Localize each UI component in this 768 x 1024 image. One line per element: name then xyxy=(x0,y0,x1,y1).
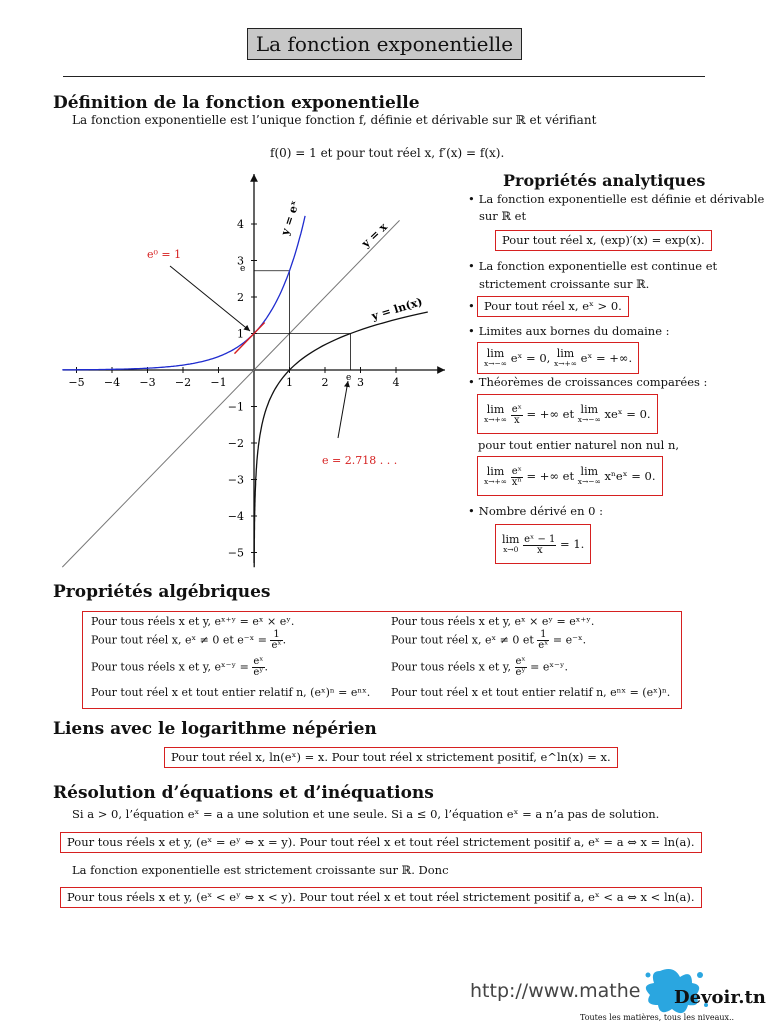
x-tick-label: 2 xyxy=(321,376,329,389)
ln-curve-label: y = ln(x) xyxy=(370,295,425,323)
x-tick-label: 3 xyxy=(357,376,364,389)
alg-left-2: Pour tout réel x, eˣ ≠ 0 et e⁻ˣ = $\frac{1}{\text{eˣ}}$ . xyxy=(91,629,287,651)
exp-curve xyxy=(62,216,305,370)
page-title: La fonction exponentielle xyxy=(247,28,522,60)
footer-url[interactable]: http://www.mathe xyxy=(470,980,641,1002)
analytic-p1-box: Pour tout réel x, (exp)′(x) = exp(x). xyxy=(495,230,712,251)
definition-text: La fonction exponentielle est l’unique fonction f, définie et dérivable sur ℝ et vérifiant xyxy=(72,113,597,127)
analytic-heading: Propriétés analytiques xyxy=(503,171,706,190)
e-x-label: e xyxy=(346,373,352,383)
log-heading: Liens avec le logarithme népérien xyxy=(53,719,377,739)
x-tick-label: 1 xyxy=(286,376,293,389)
lim-plus-inf: lim x→+∞ xyxy=(553,347,578,368)
x-tick-label: −5 xyxy=(68,376,85,389)
analytic-p5-text: Théorèmes de croissances comparées : xyxy=(478,375,708,389)
alg-right-1: Pour tous réels x et y, eˣ × eʸ = eˣ⁺ʸ. xyxy=(391,615,595,628)
y-tick-label: −5 xyxy=(227,546,244,560)
analytic-p6-box: lim x→+∞ $\frac{\text{eˣ}}{\text{xⁿ}}$ = +∞ et lim x→−∞ xⁿeˣ = 0. xyxy=(477,456,663,496)
algebraic-heading: Propriétés algébriques xyxy=(53,582,271,602)
alg-left-3: Pour tous réels x et y, eˣ⁻ʸ = $\frac{\text{eˣ}}{\text{eʸ}}$ . xyxy=(91,656,269,678)
algebraic-box xyxy=(82,611,682,709)
analytic-p4-box: lim x→−∞ eˣ = 0, lim x→+∞ eˣ = +∞. xyxy=(477,342,639,374)
analytic-p1 xyxy=(468,191,764,208)
lim-minus-inf: lim x→−∞ xyxy=(484,347,508,368)
exp-graph xyxy=(60,168,455,568)
y-tick-label: 2 xyxy=(237,291,244,304)
alg-left-4: Pour tout réel x et tout entier relatif n, (eˣ)ⁿ = eⁿˣ. xyxy=(91,686,371,699)
definition-heading: Définition de la fonction exponentielle xyxy=(53,93,420,113)
e-value-label: e = 2.718 . . . xyxy=(322,454,398,467)
exp-curve-label: y = eˣ xyxy=(278,199,302,237)
analytic-p2-text: La fonction exponentielle est continue et xyxy=(478,259,718,273)
y-tick-label: −3 xyxy=(227,473,244,487)
alg-left-1: Pour tous réels x et y, eˣ⁺ʸ = eˣ × eʸ. xyxy=(91,615,295,628)
y-tick-label: −2 xyxy=(227,437,244,450)
resolution-heading: Résolution d’équations et d’inéquations xyxy=(53,783,434,803)
resolution-box-1: Pour tous réels x et y, (eˣ = eʸ ⇔ x = y). Pour tout réel x et tout réel strictement positif a, eˣ = a ⇔ x = ln(a). xyxy=(60,832,702,853)
analytic-p1-text: La fonction exponentielle est définie et dérivable xyxy=(478,192,765,206)
resolution-text-1: Si a > 0, l’équation eˣ = a a une solution et une seule. Si a ≤ 0, l’équation eˣ = a n’a pas de solution. xyxy=(72,807,660,821)
resolution-box-2: Pour tous réels x et y, (eˣ < eʸ ⇔ x < y). Pour tout réel x et tout réel strictement positif a, eˣ < a ⇔ x < ln(a). xyxy=(60,887,702,908)
logo-tagline: Toutes les matières, tous les niveaux.. xyxy=(580,1013,735,1022)
x-tick-label: −2 xyxy=(174,376,192,389)
analytic-p7-text: Nombre dérivé en 0 : xyxy=(478,504,604,518)
y-tick-label: 1 xyxy=(237,327,244,341)
x-tick-label: −3 xyxy=(139,376,156,389)
ln-curve xyxy=(254,312,428,567)
title-rule xyxy=(63,76,705,77)
resolution-text-2: La fonction exponentielle est strictement croissante sur ℝ. Donc xyxy=(72,863,449,877)
analytic-p3-box: Pour tout réel x, eˣ > 0. xyxy=(477,296,629,317)
analytic-p4-text: Limites aux bornes du domaine : xyxy=(478,324,670,338)
definition-formula: f(0) = 1 et pour tout réel x, f′(x) = f(x). xyxy=(270,146,505,160)
alg-right-3: Pour tous réels x et y, $\frac{\text{eˣ}}{\text{eʸ}}$ = eˣ⁻ʸ. xyxy=(391,656,569,678)
analytic-p5-box: lim x→+∞ $\frac{\text{eˣ}}{x}$ = +∞ et lim x→−∞ xeˣ = 0. xyxy=(477,394,658,434)
analytic-p2-line2: strictement croissante sur ℝ. xyxy=(479,277,650,291)
analytic-p7 xyxy=(468,503,603,520)
analytic-p7-box: lim x→0 $\frac{\text{eˣ − 1}}{x}$ = 1. xyxy=(495,524,591,564)
y-tick-label: 3 xyxy=(237,254,244,268)
e0-label: e⁰ = 1 xyxy=(147,248,182,261)
analytic-p2 xyxy=(468,258,717,275)
analytic-p4 xyxy=(468,323,670,340)
analytic-p5 xyxy=(468,374,707,391)
x-tick-label: 4 xyxy=(392,376,400,389)
analytic-p6-text: pour tout entier naturel non nul n, xyxy=(478,438,680,452)
log-box: Pour tout réel x, ln(eˣ) = x. Pour tout réel x strictement positif, e^ln(x) = x. xyxy=(164,747,618,768)
y-tick-label: −1 xyxy=(227,400,244,414)
x-tick-label: −1 xyxy=(210,376,227,389)
alg-right-2: Pour tout réel x, eˣ ≠ 0 et $\frac{1}{\text{eˣ}}$ = e⁻ˣ. xyxy=(391,629,587,651)
logo-text: Devoir.tn xyxy=(674,987,766,1008)
identity-line-label: y = x xyxy=(359,220,390,251)
devoir-logo xyxy=(580,965,766,1023)
e-arrow xyxy=(338,381,348,438)
x-tick-label: −4 xyxy=(103,376,121,389)
y-tick-label: −4 xyxy=(227,510,244,523)
y-tick-label: 4 xyxy=(237,218,244,231)
analytic-p1-line2: sur ℝ et xyxy=(479,209,527,223)
alg-right-4: Pour tout réel x et tout entier relatif n, eⁿˣ = (eˣ)ⁿ. xyxy=(391,686,671,699)
e-y-label: e xyxy=(240,264,246,274)
